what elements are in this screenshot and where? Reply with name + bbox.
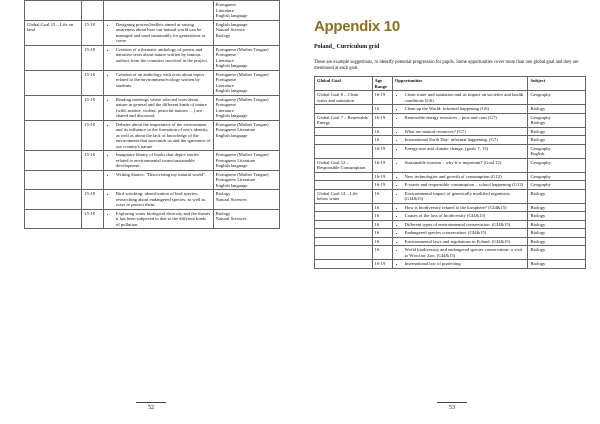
opportunity-cell	[392, 260, 528, 269]
subject-item: Natural Science	[215, 27, 245, 32]
table-row	[315, 91, 586, 105]
subject-item: Biology	[530, 261, 546, 266]
subject-item: English language	[215, 113, 248, 118]
subject-item: Portuguese	[215, 77, 237, 82]
goal-cell	[25, 190, 82, 210]
subject-item: Geography	[530, 182, 551, 187]
age-cell: 16	[372, 189, 392, 203]
opportunity-item: • Imaginary library of books that depict stories related to environmental issues/sustainable development.	[116, 152, 211, 169]
age-cell: 15-18	[82, 151, 104, 171]
opportunity-cell	[392, 246, 528, 260]
age-cell: 16	[372, 246, 392, 260]
goal-cell	[25, 70, 82, 95]
goal-cell: Global Goal 6 – Clean water and sanitation	[315, 91, 373, 105]
table-row	[315, 229, 586, 238]
subject-item: English	[530, 151, 545, 156]
page-number-rule	[136, 402, 166, 403]
subject-item: English language	[215, 13, 248, 18]
subject-item: Biology	[530, 247, 546, 252]
table-row	[315, 203, 586, 212]
right-page	[300, 0, 600, 424]
table-row	[25, 209, 280, 229]
opportunity-cell	[103, 170, 213, 190]
table-row	[315, 172, 586, 181]
opportunity-item: • Designing posters/leaflets aimed at raising awareness about how our natural world can be managed and used sustainably for generations to come.	[116, 22, 211, 44]
opportunity-cell	[103, 151, 213, 171]
goal-cell	[315, 172, 373, 181]
subject-cell	[213, 170, 279, 190]
goal-cell	[25, 170, 82, 190]
subject-cell	[528, 127, 586, 136]
subject-item: Portuguese	[215, 52, 237, 57]
opportunity-cell	[392, 136, 528, 145]
subject-item: Literature	[215, 82, 234, 88]
table-row	[25, 95, 280, 120]
subject-item: Biology	[530, 213, 546, 218]
age-cell: 16	[372, 220, 392, 229]
opportunity-cell	[103, 1, 213, 21]
opportunity-cell	[392, 212, 528, 221]
age-cell: 15-18	[82, 95, 104, 120]
table-row	[315, 212, 586, 221]
goal-cell	[25, 45, 82, 70]
opportunity-item: • New technologies and growth of consumption (G12)	[405, 174, 526, 180]
subject-cell	[528, 260, 586, 269]
subject-item: Portuguese Literature	[215, 157, 256, 163]
page-number: 52	[148, 405, 154, 411]
table-row	[25, 45, 280, 70]
subject-cell	[528, 113, 586, 127]
opportunity-item: • Debates about the importance of the environment and its influence in the formation of one's identity, as well as about the lack of knowledge of the environment that surrounds us and the ignorance of our country's nature	[116, 122, 211, 150]
table-row	[315, 237, 586, 246]
goal-cell	[315, 246, 373, 260]
goal-cell	[315, 260, 373, 269]
subject-item: Portuguese (Mother Tongue)	[215, 121, 269, 127]
subject-item: Biology	[530, 137, 546, 142]
age-cell	[82, 1, 104, 21]
age-cell: 16-19	[372, 144, 392, 158]
subject-item: English language	[215, 182, 248, 188]
opportunity-item: • International law of protecting	[405, 261, 526, 267]
age-cell: 16	[372, 237, 392, 246]
subject-cell	[528, 105, 586, 114]
subject-item: Portuguese (Mother Tongue)	[215, 171, 269, 177]
age-cell: 15-18	[82, 45, 104, 70]
goal-cell	[315, 136, 373, 145]
age-cell	[82, 170, 104, 190]
subject-item: Geography	[530, 145, 551, 151]
opportunity-item: • Different types of environmental conservation. (GI4&15)	[405, 222, 526, 228]
goal-cell	[25, 1, 82, 21]
page-number: 53	[449, 405, 455, 411]
subject-cell	[528, 144, 586, 158]
age-cell: 15-18	[82, 190, 104, 210]
age-cell: 16-19	[372, 113, 392, 127]
subject-cell	[213, 1, 279, 21]
table-row	[25, 120, 280, 151]
table-row	[315, 127, 586, 136]
subject-item: Literature	[215, 57, 234, 63]
subject-item: Natural Sciences	[215, 196, 247, 202]
goal-cell	[25, 120, 82, 151]
opportunity-cell	[103, 95, 213, 120]
header-goal: Global Goal	[315, 77, 373, 91]
table-row	[315, 246, 586, 260]
age-cell: 16	[372, 105, 392, 114]
opportunity-item: • Clean water and sanitation and its impact on societies and health conditions (G6)	[405, 92, 526, 103]
table-row	[25, 170, 280, 190]
subject-item: Geography	[530, 92, 551, 97]
goal-cell	[315, 144, 373, 158]
table-row	[25, 151, 280, 171]
age-cell: 16	[372, 212, 392, 221]
opportunity-cell	[392, 105, 528, 114]
table-row	[25, 1, 280, 21]
goal-cell	[25, 151, 82, 171]
opportunity-cell	[103, 209, 213, 229]
subject-item: Biology	[215, 32, 231, 38]
opportunity-cell	[392, 229, 528, 238]
subject-item: Biology	[530, 204, 546, 210]
goal-cell	[315, 127, 373, 136]
subject-item: English language	[215, 21, 248, 27]
subject-cell	[528, 158, 586, 172]
opportunity-item: • International Earth Day- informal happening. (G7)	[405, 137, 526, 143]
opportunity-item: • What are natural resources? (G7)	[405, 129, 526, 135]
table-row	[25, 20, 280, 45]
table-row	[315, 181, 586, 190]
table-row	[315, 260, 586, 269]
subject-cell	[528, 229, 586, 238]
opportunity-item: • Endangered species conservation. (GI4&15)	[405, 230, 526, 236]
opportunity-cell	[392, 237, 528, 246]
subject-cell	[213, 151, 279, 171]
subject-item: Biology	[215, 191, 231, 196]
age-cell: 15-18	[82, 209, 104, 229]
subject-item: Portuguese (Mother Tongue)	[215, 96, 269, 102]
subject-item: Biology	[530, 230, 546, 235]
goal-cell	[315, 229, 373, 238]
page-number-rule	[437, 402, 467, 403]
subject-cell	[528, 220, 586, 229]
age-cell: 15-18	[82, 70, 104, 95]
subject-cell	[528, 181, 586, 190]
opportunity-cell	[103, 20, 213, 45]
subject-item: Portuguese (Mother Tongue)	[215, 46, 269, 52]
header-opportunities: Opportunities	[392, 77, 528, 91]
subject-item: Literature	[215, 107, 234, 113]
age-cell: 16	[372, 203, 392, 212]
opportunity-cell	[392, 181, 528, 190]
table-header-row	[315, 77, 586, 91]
goal-cell: Global Goal 14 – Life below water	[315, 189, 373, 203]
table-row	[315, 158, 586, 172]
subject-item: Portuguese	[215, 2, 237, 7]
age-cell: 16	[372, 127, 392, 136]
goal-cell: Global Goal 15 – Life on land	[25, 20, 82, 45]
table-row	[315, 113, 586, 127]
age-cell: 16-19	[372, 172, 392, 181]
subject-cell	[528, 172, 586, 181]
subject-item: Biology	[530, 120, 546, 125]
subject-item: Biology	[530, 238, 546, 244]
subject-item: Portuguese Literature	[215, 177, 256, 182]
subject-item: Portuguese (Mother Tongue)	[215, 152, 269, 157]
opportunity-item: • Bird watching; identification of bird species; researching about endangered species, as well as ways to protect them.	[116, 191, 211, 208]
opportunity-item: • World biodiversity and endangered species conservation- a visit to Wroclaw Zoo. (GI4&15)	[405, 247, 526, 258]
opportunity-cell	[392, 91, 528, 105]
table-row	[25, 70, 280, 95]
intro-text: These are example suggestions, to identify potential progression for pupils. Some opportunities cover more than one global goal and they are mentioned at each goal.	[314, 60, 579, 71]
subject-item: English language	[215, 163, 248, 168]
subject-cell	[528, 189, 586, 203]
subject-item: Portuguese	[215, 102, 237, 107]
opportunity-item: • Clean up the World- informal happening (G6)	[405, 106, 526, 112]
goal-cell: Global Goal 7 – Renewable Energy	[315, 113, 373, 127]
opportunity-cell	[392, 220, 528, 229]
opportunity-item: • Creation of an anthology with texts about topics related to the environment/ecology written by students.	[116, 72, 211, 89]
opportunity-item: • Energy mix and climate change. (goals 7, 13)	[405, 146, 526, 152]
subject-item: Biology	[530, 221, 546, 227]
opportunity-item: • Causes of the loss of biodiversity (GI4&15)	[405, 213, 526, 219]
opportunity-cell	[392, 127, 528, 136]
opportunity-cell	[392, 189, 528, 203]
opportunity-item: • Reading meetings where selected texts about nature in general and the different kinds of nature (wild, marine, violent, peaceful natures …) are shared and discussed.	[116, 97, 211, 119]
subject-item: Portuguese Literature	[215, 127, 256, 132]
opportunity-item: • Renewable energy resources – pros and cons (G7)	[405, 115, 526, 121]
age-cell: 16	[372, 229, 392, 238]
opportunity-item: • Environmental impact of genetically modified organisms (GI4&15)	[405, 191, 526, 202]
right-curriculum-table	[314, 76, 586, 269]
opportunity-item: • Exploring water biological diversity and the threats it has been subjected to due to the different kinds of pollution.	[116, 211, 211, 228]
goal-cell	[25, 95, 82, 120]
goal-cell	[315, 212, 373, 221]
opportunity-cell	[103, 70, 213, 95]
subject-cell	[213, 70, 279, 95]
age-cell: 16	[372, 136, 392, 145]
age-cell: 16-19	[372, 91, 392, 105]
goal-cell	[315, 237, 373, 246]
table-row	[315, 136, 586, 145]
subject-cell	[528, 91, 586, 105]
opportunity-cell	[103, 120, 213, 151]
subject-item: English language	[215, 132, 248, 138]
subject-cell	[528, 237, 586, 246]
subject-item: Geography	[530, 114, 551, 120]
opportunity-item: • How is biodiversity related to the biosphere? (GI4&15)	[405, 205, 526, 211]
opportunity-cell	[392, 113, 528, 127]
subject-cell	[528, 203, 586, 212]
subject-item: English language	[215, 63, 248, 68]
subject-cell	[528, 136, 586, 145]
table-row	[315, 189, 586, 203]
age-cell: 15-18	[82, 20, 104, 45]
subject-cell	[213, 45, 279, 70]
opportunity-cell	[392, 203, 528, 212]
subject-cell	[213, 120, 279, 151]
subject-item: Biology	[530, 190, 546, 196]
subject-cell	[528, 212, 586, 221]
left-curriculum-table	[24, 0, 280, 229]
goal-cell	[315, 220, 373, 229]
subject-item: Literature	[215, 7, 234, 13]
table-row	[315, 220, 586, 229]
subject-cell	[213, 209, 279, 229]
subject-item: English language	[215, 88, 248, 93]
subject-item: Biology	[530, 106, 546, 111]
header-age: Age Range	[372, 77, 392, 91]
opportunity-cell	[392, 158, 528, 172]
subject-item: Natural Sciences	[215, 216, 247, 221]
age-cell: 16-19	[372, 158, 392, 172]
opportunity-item: • Creation of a thematic anthology of poems and narrative texts about nature written by famous authors from the countries involved in the project.	[116, 47, 211, 64]
subject-item: Biology	[530, 128, 546, 134]
opportunity-item: • E-waste and responsible consumption – school happening (G12)	[405, 182, 526, 188]
age-cell: 16-19	[372, 260, 392, 269]
subject-cell	[213, 20, 279, 45]
goal-cell	[315, 181, 373, 190]
subject-cell	[213, 190, 279, 210]
goal-cell	[315, 105, 373, 114]
subject-cell	[528, 246, 586, 260]
age-cell: 15-18	[82, 120, 104, 151]
header-subject: Subject	[528, 77, 586, 91]
opportunity-item: • Environmental laws and regulations in Poland. (GI4&15)	[405, 239, 526, 245]
opportunity-cell	[103, 190, 213, 210]
table-row	[315, 105, 586, 114]
opportunity-cell	[103, 45, 213, 70]
table-row	[315, 144, 586, 158]
grid-subtitle: Poland_ Curriculum grid	[314, 44, 380, 50]
opportunity-item: • Sustainable tourism – why it is important? (Goal 12)	[405, 160, 526, 166]
subject-cell	[213, 95, 279, 120]
subject-item: Geography	[530, 159, 551, 165]
subject-item: Geography	[530, 173, 551, 179]
goal-cell	[315, 203, 373, 212]
opportunity-cell	[392, 172, 528, 181]
appendix-title: Appendix 10	[314, 18, 400, 35]
goal-cell: Global Goal 12 – Responsible Consumption	[315, 158, 373, 172]
opportunity-cell	[392, 144, 528, 158]
subject-item: Biology	[215, 210, 231, 216]
table-row	[25, 190, 280, 210]
age-cell: 16-19	[372, 181, 392, 190]
goal-cell	[25, 209, 82, 229]
opportunity-item: • Writing diaries: "Discovering my natural world".	[116, 172, 211, 178]
subject-item: Portuguese (Mother Tongue)	[215, 71, 269, 77]
